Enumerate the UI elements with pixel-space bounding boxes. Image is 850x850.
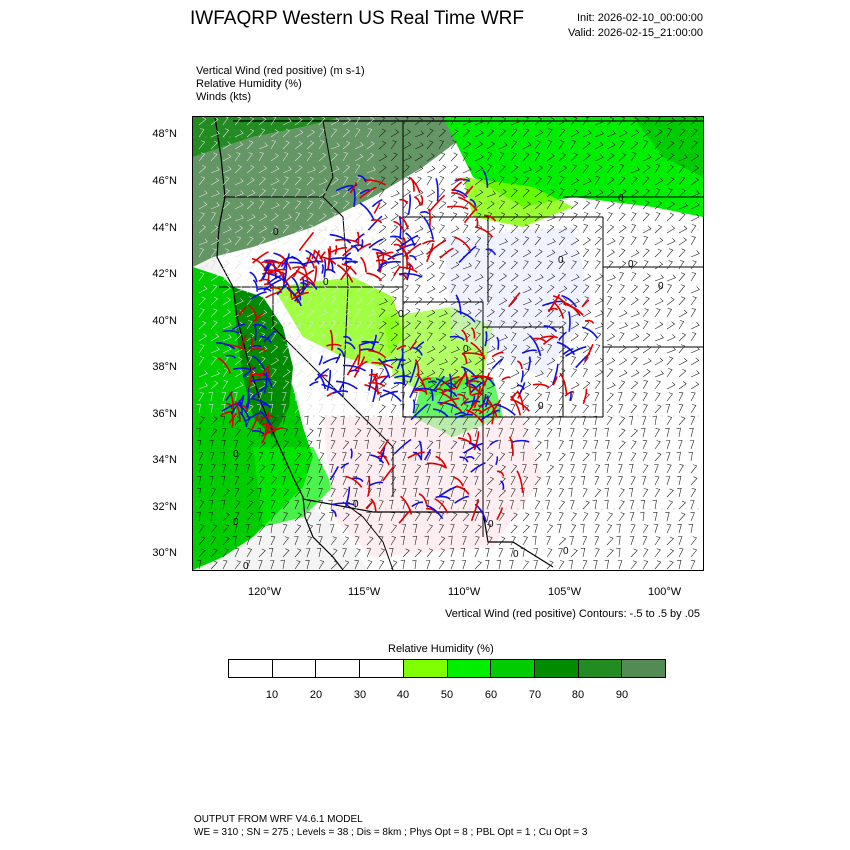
lon-label-105w: 105°W [548, 586, 582, 598]
lat-label-46n: 46°N [152, 175, 177, 187]
lat-label-48n: 48°N [152, 128, 177, 140]
colorbar-cell [360, 660, 404, 677]
contour-zero-label: 0 [488, 519, 494, 530]
contour-zero-label: 0 [463, 344, 469, 355]
field-relative-humidity: Relative Humidity (%) [196, 78, 302, 90]
contour-zero-label: 0 [233, 517, 239, 528]
colorbar-label: 80 [571, 689, 585, 701]
colorbar-cell [448, 660, 492, 677]
model-info: OUTPUT FROM WRF V4.6.1 MODEL [194, 814, 363, 825]
lon-label-110w: 110°W [448, 586, 481, 598]
lat-label-38n: 38°N [152, 361, 177, 373]
lat-label-34n: 34°N [152, 454, 177, 466]
lat-label-36n: 36°N [152, 408, 177, 420]
lat-label-40n: 40°N [152, 315, 177, 327]
colorbar-label: 90 [615, 689, 629, 701]
contour-zero-label: 0 [563, 546, 569, 557]
lon-label-115w: 115°W [348, 586, 381, 598]
contour-zero-label: 0 [538, 401, 544, 412]
contour-zero-label: 0 [558, 255, 564, 266]
lat-label-32n: 32°N [152, 501, 177, 513]
map-panel [192, 116, 704, 571]
colorbar-cell [273, 660, 317, 677]
field-winds: Winds (kts) [196, 91, 251, 103]
colorbar-label: 10 [265, 689, 279, 701]
colorbar-label: 40 [396, 689, 410, 701]
field-vertical-wind: Vertical Wind (red positive) (m s-1) [196, 65, 365, 77]
contour-zero-label: 0 [243, 561, 249, 570]
weather-map [193, 117, 703, 570]
contour-note: Vertical Wind (red positive) Contours: -.5 to .5 by .05 [445, 608, 700, 620]
contour-zero-label: 0 [513, 549, 519, 560]
plot-title: IWFAQRP Western US Real Time WRF [190, 8, 524, 29]
model-config: WE = 310 ; SN = 275 ; Levels = 38 ; Dis = 8km ; Phys Opt = 8 ; PBL Opt = 1 ; Cu Opt = 3 [194, 827, 588, 838]
contour-zero-label: 0 [273, 227, 279, 238]
colorbar-label: 50 [440, 689, 454, 701]
contour-zero-label: 0 [353, 499, 359, 510]
init-time: Init: 2026-02-10_00:00:00 [577, 12, 703, 24]
colorbar-cell [622, 660, 665, 677]
lat-label-42n: 42°N [152, 268, 177, 280]
colorbar-cell [316, 660, 360, 677]
colorbar-label: 20 [309, 689, 323, 701]
lon-label-120w: 120°W [248, 586, 282, 598]
valid-time: Valid: 2026-02-15_21:00:00 [568, 27, 703, 39]
colorbar [228, 659, 666, 678]
colorbar-cell [535, 660, 579, 677]
colorbar-title: Relative Humidity (%) [388, 643, 494, 655]
colorbar-label: 70 [528, 689, 542, 701]
colorbar-cell [404, 660, 448, 677]
downdraft-contour [322, 265, 323, 274]
contour-zero-label: 0 [628, 259, 634, 270]
lon-label-100w: 100°W [648, 586, 682, 598]
contour-zero-label: 0 [658, 281, 664, 292]
lat-label-30n: 30°N [152, 547, 177, 559]
colorbar-cell [579, 660, 623, 677]
contour-zero-label: 0 [398, 309, 404, 320]
contour-zero-label: 0 [233, 449, 239, 460]
contour-zero-label: 0 [618, 193, 624, 204]
lat-label-44n: 44°N [152, 222, 177, 234]
colorbar-cell [491, 660, 535, 677]
colorbar-cell [229, 660, 273, 677]
colorbar-label: 30 [353, 689, 367, 701]
colorbar-label: 60 [484, 689, 498, 701]
contour-zero-label: 0 [323, 277, 329, 288]
